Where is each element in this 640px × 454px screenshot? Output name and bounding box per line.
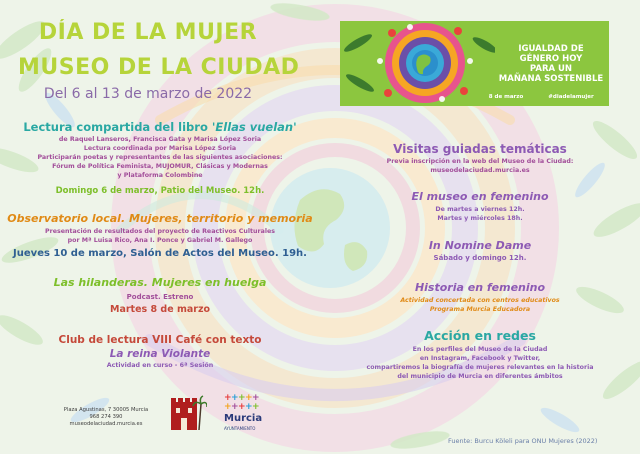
observatorio-desc-2: por Mª Luisa Rico, Ana I. Ponce y Gabriel M. Gallego	[67, 237, 253, 244]
footer-address: Plaza Agustinas, 7 30005 Murcia	[63, 407, 149, 413]
un-women-banner	[340, 21, 609, 106]
visitas-url[interactable]: museodelaciudad.murcia.es	[430, 167, 530, 174]
lectura-participants-1: Participarán poetas y representantes de las siguientes asociaciones:	[37, 154, 283, 161]
murcia-logo-text: Murcia	[224, 413, 263, 424]
svg-text:+: +	[238, 393, 246, 403]
club-note: Actividad en curso - 6ª Sesión	[106, 362, 214, 369]
banner-line-4: MAÑANA SOSTENIBLE	[498, 74, 604, 84]
historia-line-1: Actividad concertada con centros educativos	[400, 297, 560, 304]
event-dates: Del 6 al 13 de marzo de 2022	[43, 86, 253, 102]
historia-title: Historia en femenino	[414, 281, 546, 294]
image-source: Fuente: Burcu Köleli para ONU Mujeres (2022)	[448, 437, 598, 445]
banner-hashtag: #diadelamujer	[548, 94, 594, 100]
svg-text:+: +	[238, 402, 246, 412]
lectura-participants-3: y Plataforma Colombine	[117, 172, 203, 179]
lectura-authors: de Raquel Lanseros, Francisca Gata y Marisa López Soria	[58, 136, 262, 143]
club-book: La reina Violante	[109, 348, 211, 360]
accion-line-2: en Instagram, Facebook y Twitter,	[419, 355, 541, 362]
lectura-when: Domingo 6 de marzo, Patio del Museo. 12h.	[55, 186, 265, 196]
visitas-note: Previa inscripción en la web del Museo de la Ciudad:	[386, 158, 574, 165]
svg-text:+: +	[231, 402, 239, 412]
accion-title: Acción en redes	[424, 328, 536, 343]
lectura-title: Lectura compartida del libro 'Ellas vuelan'	[23, 120, 297, 134]
svg-text:+: +	[252, 402, 260, 412]
footer-phone: 968 274 390	[89, 414, 123, 420]
historia-line-2: Programa Murcia Educadora	[429, 306, 531, 313]
observatorio-desc-1: Presentación de resultados del proyecto de Reactivos Culturales	[44, 228, 275, 235]
title-line-2: MUSEO DE LA CIUDAD	[18, 55, 300, 80]
banner-line-3: PARA UN	[529, 64, 573, 74]
banner-illustration	[340, 21, 495, 106]
visitas-title: Visitas guiadas temáticas	[393, 142, 567, 156]
lectura-coordinated: Lectura coordinada por Marisa López Soria	[83, 145, 237, 152]
accion-line-3: compartiremos la biografía de mujeres relevantes en la historia	[366, 364, 594, 371]
svg-text:+: +	[224, 393, 232, 403]
nomine-title: In Nomine Dame	[428, 239, 532, 252]
accion-line-4: del municipio de Murcia en diferentes ámbitos	[397, 373, 563, 380]
observatorio-title: Observatorio local. Mujeres, territorio y memoria	[7, 212, 313, 225]
museo-femenino-line-1: De martes a viernes 12h.	[435, 206, 525, 213]
museo-femenino-title: El museo en femenino	[411, 190, 549, 203]
title-line-1: DÍA DE LA MUJER	[38, 20, 258, 45]
svg-text:+: +	[245, 393, 253, 403]
banner-line-1: IGUALDAD DE	[518, 44, 584, 54]
murcia-logo-subtitle: AYUNTAMIENTO	[224, 426, 256, 431]
hilanderas-when: Martes 8 de marzo	[109, 304, 210, 315]
murcia-crosses-logo	[224, 392, 264, 412]
svg-text:+: +	[224, 402, 232, 412]
museo-femenino-line-2: Martes y miércoles 18h.	[437, 215, 523, 222]
observatorio-when: Jueves 10 de marzo, Salón de Actos del Museo. 19h.	[13, 248, 307, 259]
svg-text:+: +	[252, 393, 260, 403]
accion-line-1: En los perfiles del Museo de la Ciudad	[412, 346, 548, 353]
svg-text:+: +	[245, 402, 253, 412]
footer-website[interactable]: museodelaciudad.murcia.es	[69, 421, 143, 427]
nomine-line-1: Sábado y domingo 12h.	[433, 254, 527, 262]
svg-text:+: +	[231, 393, 239, 403]
club-title: Club de lectura VIII Café con texto	[58, 334, 262, 346]
banner-line-2: GÉNERO HOY	[519, 54, 583, 64]
banner-date: 8 de marzo	[488, 94, 524, 100]
lectura-participants-2: Fórum de Política Feminista, MUJOMUR, Clásicas y Modernas	[52, 163, 268, 170]
museum-tower-logo	[163, 390, 207, 434]
hilanderas-subtitle: Podcast. Estreno	[126, 293, 194, 301]
hilanderas-title: Las hilanderas. Mujeres en huelga	[53, 276, 267, 289]
